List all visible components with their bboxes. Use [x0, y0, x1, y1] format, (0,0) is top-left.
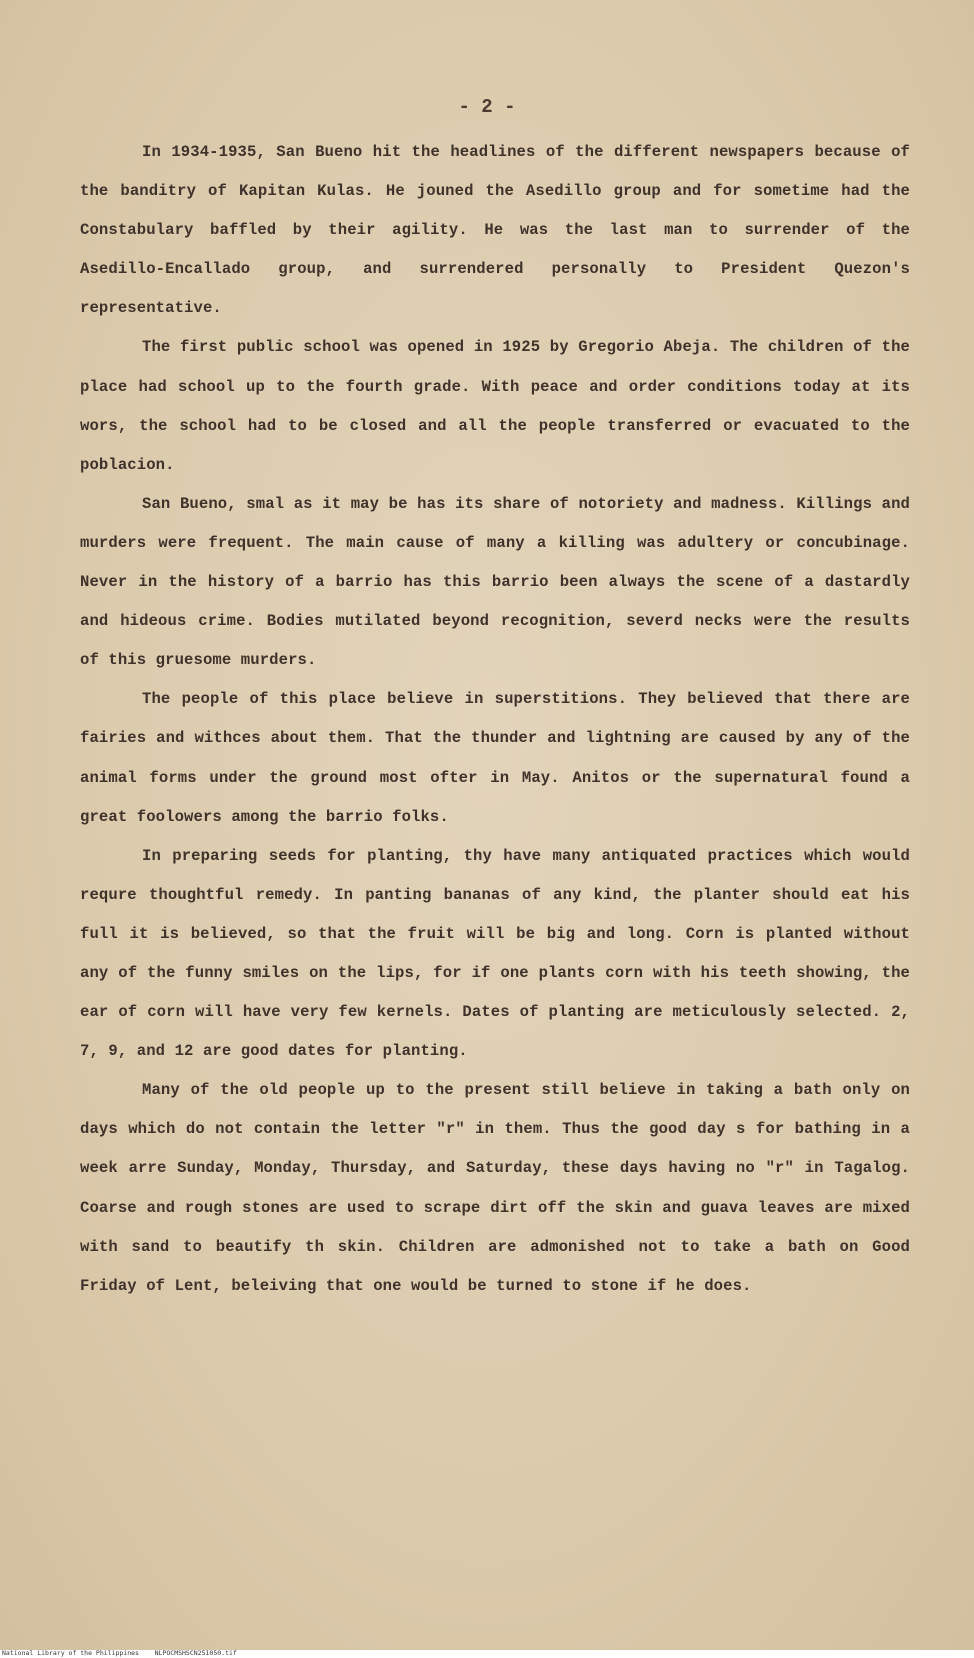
paragraph-bathing-beliefs: Many of the old people up to the present still believe in taking a bath only on days which do not contain the letter "r" in them. Thus the good day s for bathing in a week arre Sunday, Monday, Thursday, and Saturday, these days having no "r" in Tagalog. Coarse and rough stones are used to scrape dirt off the skin and guava leaves are mixed with sand to beautify th skin. Children are admonished not to take a bath on Good Friday of Lent, beleiving that one would be turned to stone if he does. [80, 1081, 910, 1295]
footer-file-id: NLPOCMSHSCN251050.tif [154, 1649, 237, 1657]
paragraph-crimes: San Bueno, smal as it may be has its share of notoriety and madness. Killings and murders were frequent. The main cause of many a killing was adultery or concubinage. Never in the history of a barrio has this barrio been always the scene of a dastardly and hideous crime. Bodies mutilated beyond recognition, severd necks were the results of this gruesome murders. [80, 494, 910, 670]
paragraph-planting-practices: In preparing seeds for planting, thy have many antiquated practices which would requre thoughtful remedy. In panting bananas of any kind, the planter should eat his full it is believed, so that the fruit will be big and long. Corn is planted without any of the funny smiles on the lips, for if one plants corn with his teeth showing, the ear of corn will have very few kernels. Dates of planting are meticulously selected. 2, 7, 9, and 12 are good dates for planting. [80, 846, 910, 1061]
footer-label [2, 1649, 237, 1657]
paragraph-banditry: In 1934-1935, San Bueno hit the headlines of the different newspapers because of the banditry of Kapitan Kulas. He jouned the Asedillo group and for sometime had the Constabulary baffled by their agility. He was the last man to surrender of the Asedillo-Encallado group, and surrendered personally to President Quezon's representative. [80, 143, 910, 318]
footer-library: National Library of the Philippines [2, 1649, 139, 1657]
paragraph-superstitions: The people of this place believe in superstitions. They believed that there are fairies and withces about them. That the thunder and lightning are caused by any of the animal forms under the ground most ofter in May. Anitos or the supernatural found a great foolowers among the barrio folks. [80, 690, 910, 826]
paragraph-public-school: The first public school was opened in 1925 by Gregorio Abeja. The children of the place had school up to the fourth grade. With peace and order conditions today at its wors, the school had to be closed and all the people transferred or evacuated to the poblacion. [80, 338, 910, 474]
scan-footer [0, 1650, 974, 1658]
page-number: - 2 - [458, 96, 516, 118]
document-body [80, 133, 910, 1306]
